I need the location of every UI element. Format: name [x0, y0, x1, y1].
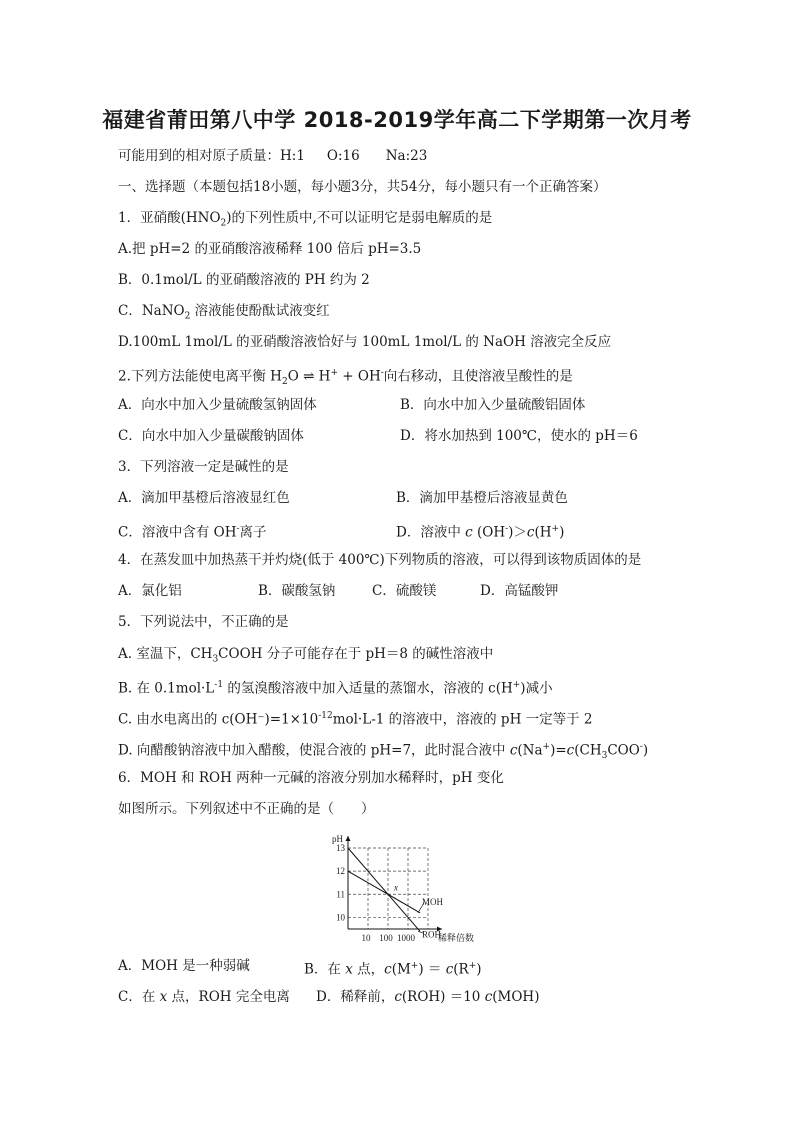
atomic-masses-line: [118, 147, 427, 165]
series-line-roh: [348, 848, 420, 931]
q4-option-b: B．碳酸氢钠: [258, 583, 336, 599]
section-heading: 一、选择题（本题包括18小题，每小题3分，共54分，每小题只有一个正确答案）: [118, 179, 607, 195]
q2-option-b: B．向水中加入少量硫酸铝固体: [400, 397, 586, 413]
y-tick-label-1: 11: [336, 889, 345, 900]
y-axis-label: pH: [332, 834, 343, 844]
q6-option-c: C．在 x 点，ROH 完全电离: [118, 989, 290, 1005]
q3-option-a: A．滴加甲基橙后溶液显红色: [118, 490, 290, 506]
q3-stem: 3．下列溶液一定是碱性的是: [118, 459, 289, 475]
q6-option-b: B．在 x 点，c(M+) ＝ c(R+): [304, 961, 482, 978]
series-label-roh: ROH: [422, 929, 442, 940]
q5-option-a: A. 室温下，$CH_3COOH$ 分子可能存在于 pH＝8 的碱性溶液中: [118, 646, 494, 665]
x-tick-label-1: 100: [379, 933, 393, 943]
series-label-moh: MOH: [422, 896, 444, 907]
q5-option-b: B. 在 $0.1mol\cdot L^{-1}$ 的氢溴酸溶液中加入适量的蒸馏水，溶液的 c(H+)减小: [118, 680, 553, 697]
page-title: 福建省莆田第八中学 2018-2019学年高二下学期第一次月考: [102, 108, 692, 132]
chart-grid: [348, 848, 428, 929]
y-axis-arrow: [346, 836, 351, 841]
mass-na: Na:23: [385, 148, 428, 164]
q5-stem: 5．下列说法中，不正确的是: [118, 614, 289, 630]
mass-o: O:16: [326, 148, 360, 164]
y-tick-label-3: 13: [336, 843, 345, 853]
q4-option-c: C．硫酸镁: [372, 583, 437, 599]
chart-series: [348, 848, 424, 933]
q1-option-b: B．0.1mol/L 的亚硝酸溶液的 PH 约为 2: [118, 272, 370, 288]
q1-option-d: D.100mL 1mol/L 的亚硝酸溶液恰好与 100mL 1mol/L 的 NaOH 溶液完全反应: [118, 334, 612, 350]
q2-option-a: A．向水中加入少量硫酸氢钠固体: [118, 397, 317, 413]
q1-option-c: C．NaNO$_2$ 溶液能使酚酞试液变红: [118, 303, 330, 322]
x-axis-label: 稀释倍数: [438, 933, 475, 943]
q5-option-c: C. 由水电离出的 $c(OH^-)=1\times 10^{-12}mol\cdot L-1$ 的溶液中，溶液的 pH 一定等于 2: [118, 711, 593, 728]
x-tick-label-0: 10: [361, 933, 371, 943]
q3-option-c: C．溶液中含有 OH-离子: [118, 524, 267, 541]
y-tick-label-0: 10: [336, 912, 345, 923]
q4-stem: 4．在蒸发皿中加热蒸干并灼烧(低于 400℃)下列物质的溶液，可以得到该物质固体的是: [118, 552, 642, 568]
series-line-moh: [348, 871, 420, 913]
q1-stem: 1．亚硝酸$(HNO_2)$的下列性质中,不可以证明它是弱电解质的是: [118, 210, 493, 229]
x-tick-label-2: 1000: [397, 933, 415, 943]
q4-option-a: A．氯化铝: [118, 583, 182, 599]
chart-svg: [318, 828, 478, 946]
q6-stem-line2: 如图所示。下列叙述中不正确的是（ ）: [118, 801, 375, 817]
q2-option-d: D．将水加热到 100℃，使水的 pH＝6: [400, 428, 638, 444]
q2-stem: 2.下列方法能使电离平衡 $H_2O$ ⇌ H+ + OH-向右移动，且使溶液呈酸性的是: [118, 368, 573, 388]
atomic-masses-label: 可能用到的相对原子质量：: [118, 148, 280, 164]
mass-h: H:1: [280, 148, 305, 164]
q2-option-c: C．向水中加入少量碳酸钠固体: [118, 428, 304, 444]
q6-option-a: A．MOH 是一种弱碱: [118, 958, 250, 974]
annotation-0: x: [394, 882, 398, 893]
q5-option-d: D. 向醋酸钠溶液中加入醋酸，使混合液的 pH=7，此时混合液中 $c(Na^+)=c(CH_3COO^-)$: [118, 742, 649, 762]
q1-option-a: A.把 pH=2 的亚硝酸溶液稀释 100 倍后 pH=3.5: [118, 241, 422, 257]
chart-labels: [332, 834, 474, 943]
y-tick-label-2: 12: [336, 866, 345, 877]
dilution-ph-chart: [318, 828, 478, 946]
q4-option-d: D．高锰酸钾: [480, 583, 559, 599]
q3-option-d: D．溶液中 c (OH-)＞c(H+): [396, 524, 565, 541]
q6-stem-line1: 6．MOH 和 ROH 两种一元碱的溶液分别加水稀释时，pH 变化: [118, 770, 504, 786]
q3-option-b: B．滴加甲基橙后溶液显黄色: [396, 490, 568, 506]
q6-option-d: D．稀释前，c(ROH) ＝10 c(MOH): [316, 989, 540, 1005]
